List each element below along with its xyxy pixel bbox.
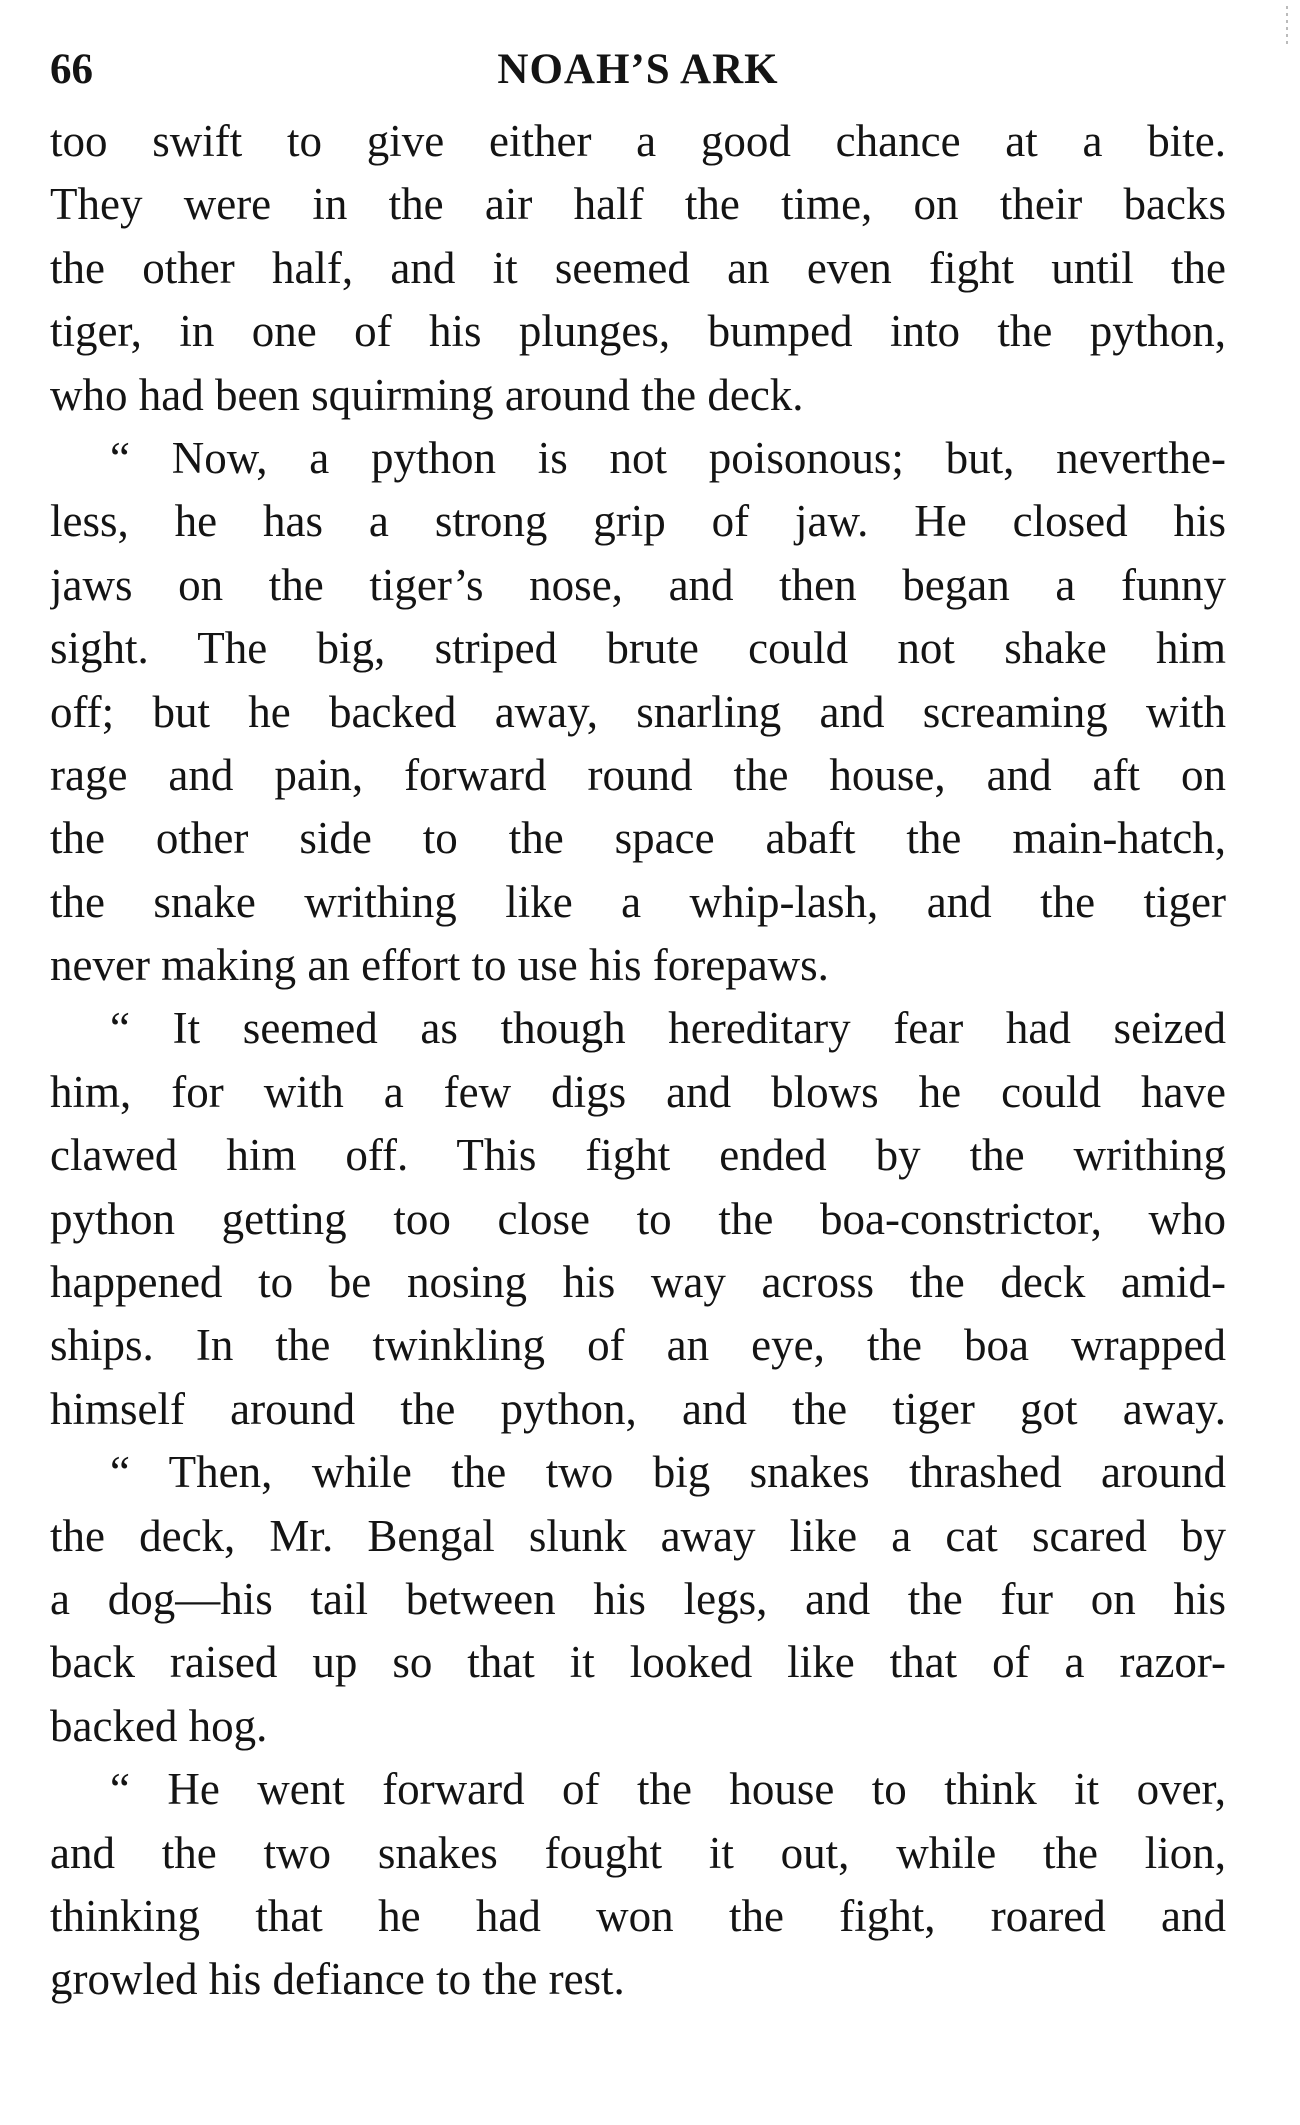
text-line: too swift to give either a good chance at a bite. xyxy=(50,116,1226,166)
text-line: the deck, Mr. Bengal slunk away like a cat scared by xyxy=(50,1510,1226,1561)
text-line: a dog—his tail between his legs, and the fur on his xyxy=(50,1573,1226,1624)
text-line: back raised up so that it looked like that of a razor- xyxy=(50,1637,1226,1688)
text-line: clawed him off. This fight ended by the writhing xyxy=(50,1130,1226,1181)
text-line: growled his defiance to the rest. xyxy=(50,1954,625,2005)
text-line: and the two snakes fought it out, while the lion, xyxy=(50,1827,1226,1878)
running-head xyxy=(50,38,1226,102)
text-line: tiger, in one of his plunges, bumped into the python, xyxy=(50,306,1226,357)
text-line: off; but he backed away, snarling and screaming with xyxy=(50,686,1226,737)
text-line: less, he has a strong grip of jaw. He closed his xyxy=(50,496,1226,547)
page-number: 66 xyxy=(50,46,93,93)
text-line: backed hog. xyxy=(50,1700,268,1751)
text-line: who had been squirming around the deck. xyxy=(50,369,804,420)
body-text xyxy=(50,110,1226,2012)
text-line: “ Then, while the two big snakes thrashed around xyxy=(110,1447,1226,1498)
text-line: the other side to the space abaft the main-hatch, xyxy=(50,813,1226,864)
text-line: jaws on the tiger’s nose, and then began a funny xyxy=(50,559,1226,610)
text-line: him, for with a few digs and blows he could have xyxy=(50,1066,1226,1117)
text-line: the other half, and it seemed an even fight until the xyxy=(50,242,1226,293)
text-line: “ It seemed as though hereditary fear had seized xyxy=(110,1003,1226,1054)
margin-specks xyxy=(1286,6,1288,46)
text-line: “ He went forward of the house to think it over, xyxy=(110,1764,1226,1815)
text-line: happened to be nosing his way across the deck amid- xyxy=(50,1257,1226,1308)
running-title: NOAH’S ARK xyxy=(497,46,779,93)
text-line: “ Now, a python is not poisonous; but, neverthe- xyxy=(110,432,1226,483)
text-line: himself around the python, and the tiger got away. xyxy=(50,1383,1226,1434)
text-line: python getting too close to the boa-constrictor, who xyxy=(50,1193,1226,1244)
text-line: never making an effort to use his forepaws. xyxy=(50,940,829,991)
text-line: ships. In the twinkling of an eye, the boa wrapped xyxy=(50,1320,1226,1371)
text-line: rage and pain, forward round the house, and aft on xyxy=(50,749,1226,800)
text-line: They were in the air half the time, on their backs xyxy=(50,179,1226,230)
text-line: thinking that he had won the fight, roared and xyxy=(50,1890,1226,1941)
book-page xyxy=(50,38,1226,2012)
text-line: the snake writhing like a whip-lash, and the tiger xyxy=(50,876,1226,927)
text-line: sight. The big, striped brute could not shake him xyxy=(50,623,1226,674)
